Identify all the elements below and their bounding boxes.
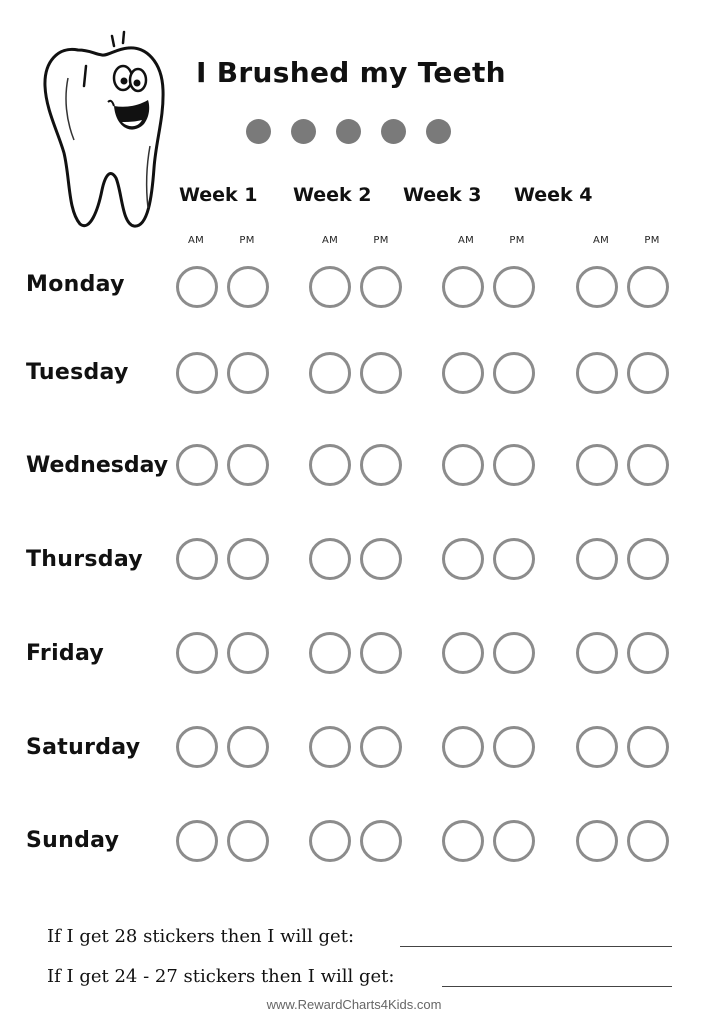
- am-label-week-4: AM: [592, 235, 610, 246]
- sticker-circle-thursday-week2-pm[interactable]: [360, 538, 402, 580]
- day-label-wednesday: Wednesday: [26, 453, 169, 478]
- page-title: I Brushed my Teeth: [196, 56, 506, 89]
- sticker-circle-sunday-week1-pm[interactable]: [227, 820, 269, 862]
- sticker-circle-friday-week3-am[interactable]: [442, 632, 484, 674]
- sticker-circle-thursday-week4-am[interactable]: [576, 538, 618, 580]
- sticker-circle-wednesday-week2-am[interactable]: [309, 444, 351, 486]
- sticker-circle-sunday-week3-pm[interactable]: [493, 820, 535, 862]
- day-label-friday: Friday: [26, 641, 105, 666]
- sticker-circle-wednesday-week4-pm[interactable]: [627, 444, 669, 486]
- day-label-saturday: Saturday: [26, 735, 141, 760]
- sticker-circle-tuesday-week3-pm[interactable]: [493, 352, 535, 394]
- sticker-circle-thursday-week1-am[interactable]: [176, 538, 218, 580]
- day-label-tuesday: Tuesday: [26, 360, 129, 385]
- sticker-circle-sunday-week4-am[interactable]: [576, 820, 618, 862]
- sticker-circle-friday-week3-pm[interactable]: [493, 632, 535, 674]
- week-header-1: Week 1: [179, 184, 258, 206]
- sticker-circle-monday-week1-pm[interactable]: [227, 266, 269, 308]
- sticker-circle-saturday-week3-pm[interactable]: [493, 726, 535, 768]
- sticker-circle-tuesday-week4-pm[interactable]: [627, 352, 669, 394]
- sticker-circle-sunday-week3-am[interactable]: [442, 820, 484, 862]
- week-header-3: Week 3: [403, 184, 482, 206]
- sticker-circle-friday-week4-pm[interactable]: [627, 632, 669, 674]
- progress-dot: [291, 119, 316, 144]
- progress-dot: [336, 119, 361, 144]
- sticker-circle-tuesday-week2-am[interactable]: [309, 352, 351, 394]
- sticker-circle-sunday-week2-am[interactable]: [309, 820, 351, 862]
- sticker-circle-thursday-week4-pm[interactable]: [627, 538, 669, 580]
- progress-dot: [381, 119, 406, 144]
- sticker-circle-monday-week3-pm[interactable]: [493, 266, 535, 308]
- tooth-mascot-icon: [38, 28, 168, 233]
- sticker-circle-monday-week4-pm[interactable]: [627, 266, 669, 308]
- sticker-circle-monday-week1-am[interactable]: [176, 266, 218, 308]
- sticker-circle-saturday-week3-am[interactable]: [442, 726, 484, 768]
- week-header-2: Week 2: [293, 184, 372, 206]
- sticker-circle-sunday-week2-pm[interactable]: [360, 820, 402, 862]
- sticker-circle-wednesday-week1-am[interactable]: [176, 444, 218, 486]
- am-label-week-3: AM: [457, 235, 475, 246]
- sticker-circle-friday-week4-am[interactable]: [576, 632, 618, 674]
- sticker-circle-sunday-week1-am[interactable]: [176, 820, 218, 862]
- sticker-circle-wednesday-week3-am[interactable]: [442, 444, 484, 486]
- sticker-circle-monday-week2-am[interactable]: [309, 266, 351, 308]
- sticker-circle-thursday-week3-pm[interactable]: [493, 538, 535, 580]
- day-label-monday: Monday: [26, 272, 125, 297]
- sticker-circle-thursday-week3-am[interactable]: [442, 538, 484, 580]
- sticker-circle-friday-week2-am[interactable]: [309, 632, 351, 674]
- pm-label-week-4: PM: [644, 235, 660, 246]
- sticker-circle-wednesday-week2-pm[interactable]: [360, 444, 402, 486]
- sticker-circle-tuesday-week1-am[interactable]: [176, 352, 218, 394]
- sticker-circle-tuesday-week1-pm[interactable]: [227, 352, 269, 394]
- sticker-circle-sunday-week4-pm[interactable]: [627, 820, 669, 862]
- sticker-circle-saturday-week2-am[interactable]: [309, 726, 351, 768]
- sticker-circle-thursday-week1-pm[interactable]: [227, 538, 269, 580]
- pm-label-week-3: PM: [509, 235, 525, 246]
- reward-line-24-27: If I get 24 - 27 stickers then I will get:: [47, 966, 395, 987]
- sticker-circle-monday-week3-am[interactable]: [442, 266, 484, 308]
- reward-line-28: If I get 28 stickers then I will get:: [47, 926, 355, 947]
- sticker-circle-thursday-week2-am[interactable]: [309, 538, 351, 580]
- sticker-circle-tuesday-week2-pm[interactable]: [360, 352, 402, 394]
- am-label-week-2: AM: [321, 235, 339, 246]
- sticker-circle-saturday-week1-am[interactable]: [176, 726, 218, 768]
- sticker-circle-tuesday-week3-am[interactable]: [442, 352, 484, 394]
- reward-blank-24-27[interactable]: [442, 986, 672, 987]
- progress-dots: [246, 119, 451, 144]
- pm-label-week-2: PM: [373, 235, 389, 246]
- sticker-circle-wednesday-week3-pm[interactable]: [493, 444, 535, 486]
- sticker-circle-saturday-week1-pm[interactable]: [227, 726, 269, 768]
- pm-label-week-1: PM: [239, 235, 255, 246]
- am-label-week-1: AM: [187, 235, 205, 246]
- footer-website: www.RewardCharts4Kids.com: [266, 997, 442, 1012]
- progress-dot: [426, 119, 451, 144]
- week-header-4: Week 4: [514, 184, 593, 206]
- sticker-circle-monday-week2-pm[interactable]: [360, 266, 402, 308]
- day-label-sunday: Sunday: [26, 828, 120, 853]
- sticker-circle-friday-week2-pm[interactable]: [360, 632, 402, 674]
- sticker-circle-saturday-week4-pm[interactable]: [627, 726, 669, 768]
- sticker-circle-saturday-week4-am[interactable]: [576, 726, 618, 768]
- sticker-circle-monday-week4-am[interactable]: [576, 266, 618, 308]
- sticker-circle-wednesday-week4-am[interactable]: [576, 444, 618, 486]
- sticker-circle-tuesday-week4-am[interactable]: [576, 352, 618, 394]
- sticker-circle-saturday-week2-pm[interactable]: [360, 726, 402, 768]
- sticker-circle-friday-week1-pm[interactable]: [227, 632, 269, 674]
- day-label-thursday: Thursday: [26, 547, 143, 572]
- sticker-circle-friday-week1-am[interactable]: [176, 632, 218, 674]
- progress-dot: [246, 119, 271, 144]
- reward-blank-28[interactable]: [400, 946, 672, 947]
- sticker-circle-wednesday-week1-pm[interactable]: [227, 444, 269, 486]
